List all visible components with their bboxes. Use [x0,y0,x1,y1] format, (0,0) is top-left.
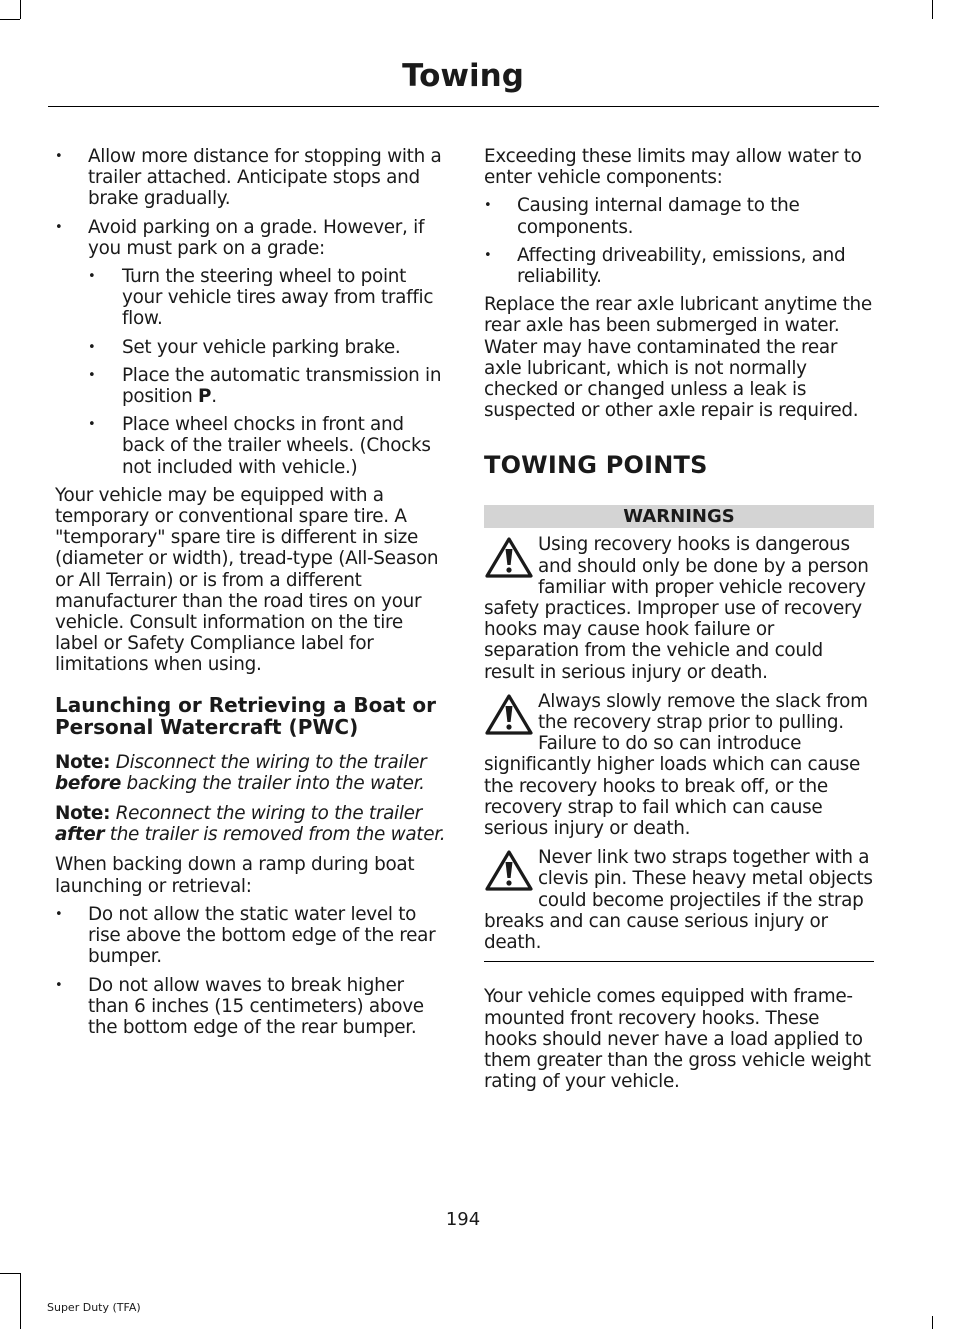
page-title: Towing [402,58,524,94]
boat-launch-heading: Launching or Retrieving a Boat or Personal Watercraft (PWC) [55,692,437,739]
crop-mark [20,0,21,19]
right-column [484,146,874,1101]
crop-mark [932,1316,933,1329]
footer-model: Super Duty (TFA) [47,1301,141,1314]
list-item-text: . [211,386,217,408]
bullet-list [55,904,447,1038]
list-item-text: Place wheel chocks in front and back of the trailer wheels. (Chocks not included with vehicle.) [122,414,431,478]
warning-triangle-icon [484,849,534,893]
note-reconnect [55,803,447,845]
list-item [55,217,447,478]
note-text: the trailer is removed from the water. [104,824,446,846]
list-item [55,146,447,210]
note-text: Disconnect the wiring to the trailer [110,751,427,773]
crop-mark [0,1273,20,1274]
axle-paragraph: Replace the rear axle lubricant anytime the rear axle has been submerged in water. Water may have contaminated the rear axle lubricant, which is not normally checked or changed unless a leak is suspected or other axle repair is required. [484,294,872,422]
list-item-text: Do not allow waves to break higher than 6 inches (15 centimeters) above the bottom edge of the rear bumper. [88,974,424,1038]
bullet-list [484,195,874,287]
crop-mark [0,19,20,20]
sub-list-item [88,414,447,478]
warning-text: Using recovery hooks is dangerous and should only be done by a person familiar with proper vehicle recovery safety practices. Improper use of recovery hooks may cause hook failure or separation from the vehicle and could result in serious injury or death. [484,534,869,683]
list-item [55,904,447,968]
warning-text: Always slowly remove the slack from the recovery strap prior to pulling. Failure to do so can introduce significantly higher loads which can cause the recovery hooks to break off, or the recovery strap to fail which can cause serious injury or death. [484,690,868,840]
list-item-text: Place the automatic transmission in position [122,364,442,408]
list-item-text: Turn the steering wheel to point your vehicle tires away from traffic flow. [122,266,434,330]
crop-mark [932,0,933,19]
list-item-text: Avoid parking on a grade. However, if you must park on a grade: [88,216,425,259]
list-item [484,245,874,287]
recovery-hooks-paragraph: Your vehicle comes equipped with frame-mounted front recovery hooks. These hooks should never have a load applied to them greater than the gross vehicle weight rating of your vehicle. [484,986,871,1093]
warning-item [484,691,874,839]
warning-item [484,534,874,682]
warnings-header: WARNINGS [484,505,874,528]
limits-intro: Exceeding these limits may allow water to enter vehicle components: [484,146,862,189]
crop-mark [20,1273,21,1329]
note-label: Note: [55,803,111,825]
warning-text: Never link two straps together with a clevis pin. These heavy metal objects could become projectiles if the strap breaks and can cause serious injury or death. [484,847,873,954]
sub-bullet-list [88,266,447,478]
list-item-text: Affecting driveability, emissions, and reliability. [517,244,846,288]
gear-position: P [198,386,212,408]
warning-item [484,847,874,953]
note-text: backing the trailer into the water. [121,772,425,794]
page-number: 194 [445,1209,481,1230]
list-item [55,975,447,1039]
warnings-end-rule [484,961,874,962]
bullet-list [55,146,447,478]
left-column [55,146,447,1045]
note-emphasis: before [55,772,122,794]
note-disconnect [55,752,447,794]
list-item [484,195,874,237]
list-item-text: Allow more distance for stopping with a trailer attached. Anticipate stops and brake gradually. [88,146,442,210]
towing-points-heading: TOWING POINTS [484,451,708,480]
note-text: Reconnect the wiring to the trailer [110,803,422,825]
list-item-text: Do not allow the static water level to rise above the bottom edge of the rear bumper. [88,903,436,968]
note-label: Note: [55,751,111,773]
warning-triangle-icon [484,693,534,737]
sub-list-item [88,337,447,358]
warning-triangle-icon [484,536,534,580]
ramp-paragraph: When backing down a ramp during boat launching or retrieval: [55,854,415,897]
sub-list-item [88,365,447,407]
spare-tire-paragraph: Your vehicle may be equipped with a temporary or conventional spare tire. A "temporary" spare tire is different in size (diameter or width), tread-type (All-Season or All Terrain) or is from a different manufacturer than the road tires on your vehicle. Consult information on the tire label or Safety Compliance label for limitations when using. [55,484,439,676]
list-item-text: Causing internal damage to the components. [517,195,800,238]
sub-list-item [88,266,447,330]
list-item-text: Set your vehicle parking brake. [122,336,401,358]
note-emphasis: after [55,824,105,846]
title-rule [48,106,879,107]
